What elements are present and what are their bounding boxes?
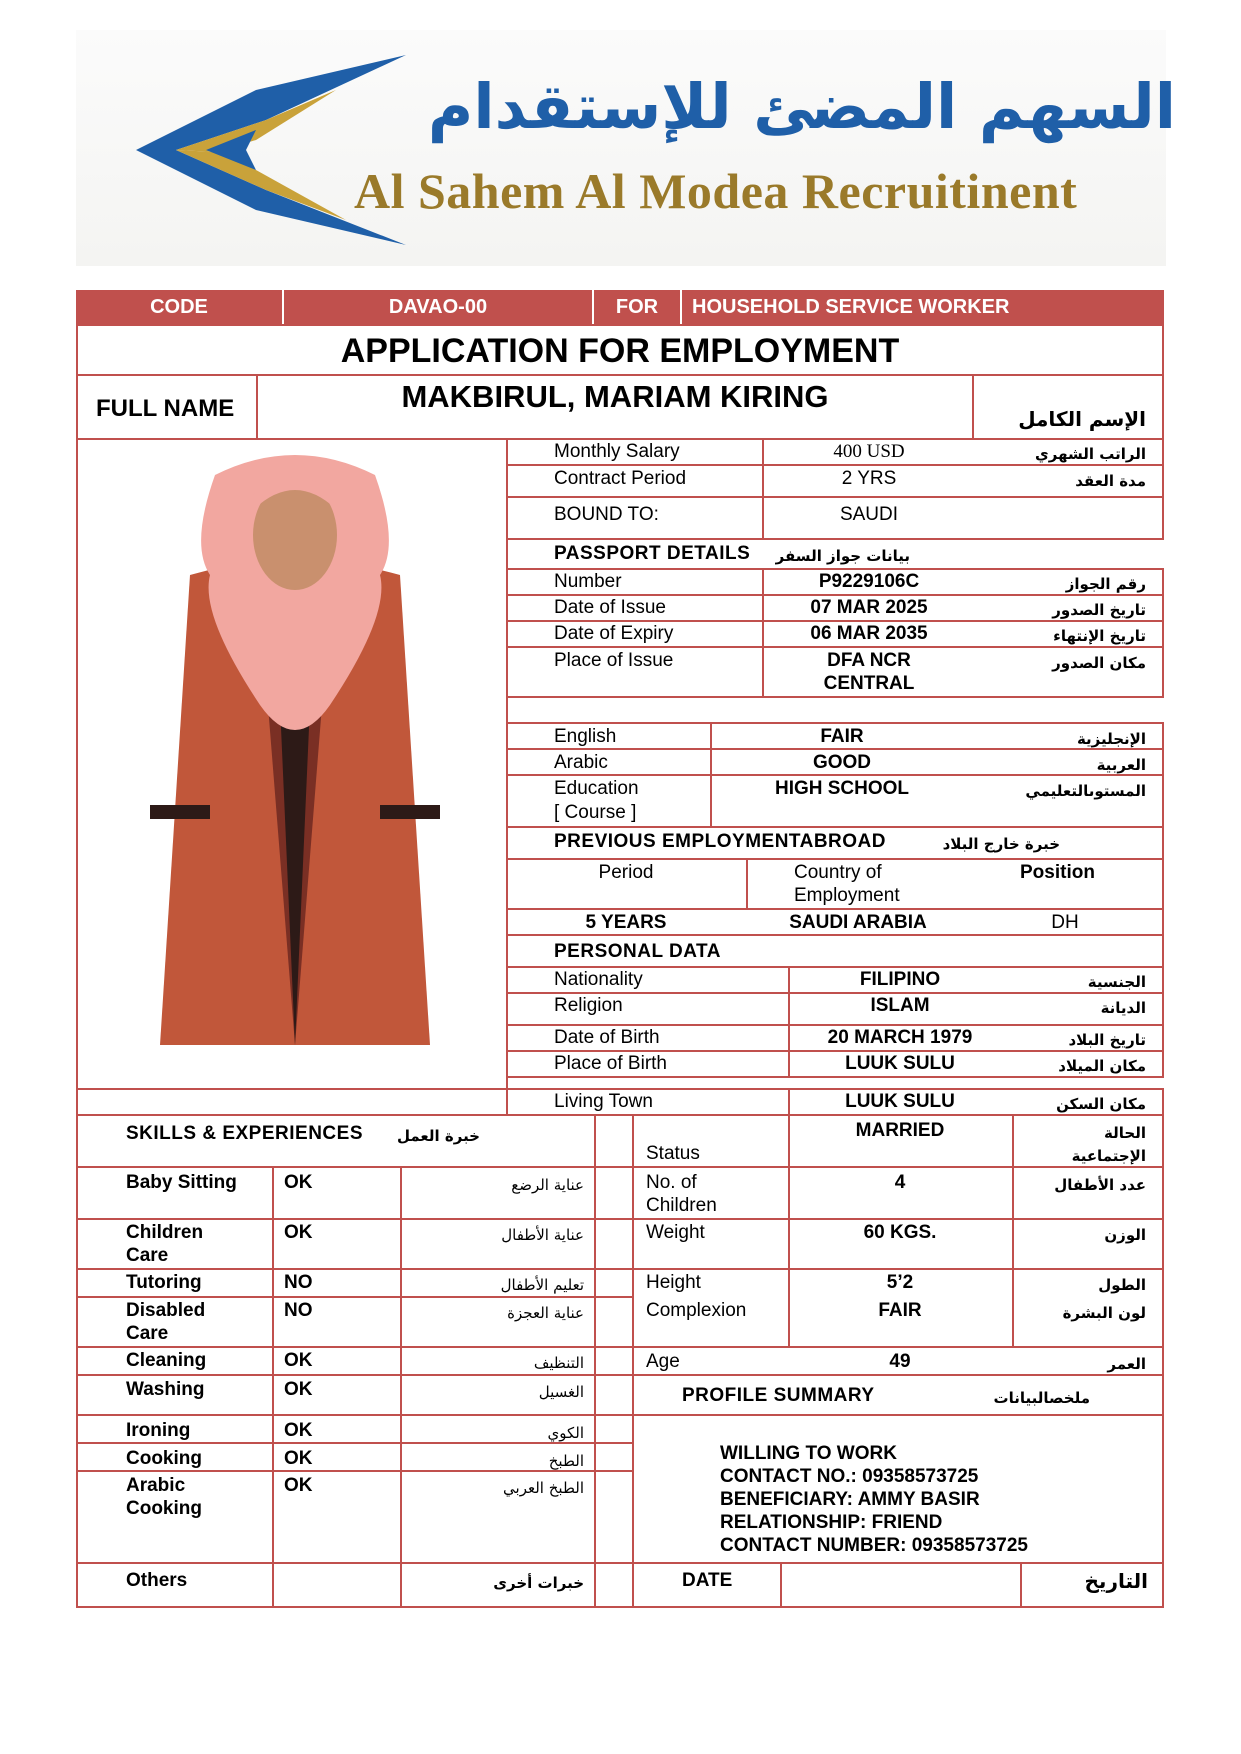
page-title: APPLICATION FOR EMPLOYMENT <box>340 332 900 370</box>
weight-label: Weight <box>646 1222 705 1243</box>
monthly-salary-label-ar: الراتب الشهري <box>1035 445 1146 463</box>
nationality-value: FILIPINO <box>859 969 941 990</box>
skill-value: OK <box>284 1475 313 1496</box>
skill-name-ar: عناية الأطفال <box>501 1226 584 1244</box>
skill-name-ar: عناية العجزة <box>507 1304 584 1322</box>
for-value: HOUSEHOLD SERVICE WORKER <box>692 296 1010 318</box>
passport-number-label-ar: رقم الجواز <box>1065 575 1146 593</box>
education-value: HIGH SCHOOL <box>774 778 910 799</box>
contract-period-label-ar: مدة العقد <box>1075 472 1146 490</box>
date-of-issue-value: 07 MAR 2025 <box>810 597 928 618</box>
religion-label: Religion <box>554 995 623 1016</box>
passport-heading: PASSPORT DETAILS <box>554 543 751 564</box>
date-of-birth-label-ar: تاريخ البلاد <box>1068 1031 1146 1049</box>
others-label-ar: خبرات أخرى <box>493 1574 584 1592</box>
skill-value: OK <box>284 1350 313 1371</box>
skill-name: Washing <box>126 1379 205 1400</box>
for-label: FOR <box>615 296 659 318</box>
contract-period-label: Contract Period <box>554 468 687 489</box>
place-of-issue-value-line1: DFA NCR <box>827 650 911 671</box>
skill-name-ar: الكوي <box>547 1424 584 1442</box>
skill-name: Arabic <box>126 1475 186 1496</box>
skill-name: Baby Sitting <box>126 1172 237 1193</box>
previous-employment-heading: PREVIOUS EMPLOYMENTABROAD <box>554 831 887 852</box>
age-value: 49 <box>889 1351 911 1372</box>
height-label: Height <box>646 1272 701 1293</box>
full-name-label: FULL NAME <box>96 395 235 422</box>
prev-position-value: DH <box>1051 912 1079 933</box>
complexion-label-ar: لون البشرة <box>1062 1304 1146 1322</box>
children-label-line1: No. of <box>646 1172 697 1193</box>
skill-value: NO <box>284 1272 313 1293</box>
english-label-ar: الإنجليزية <box>1076 730 1146 748</box>
living-town-value: LUUK SULU <box>845 1091 955 1112</box>
prev-col-country-line1: Country of <box>794 862 882 883</box>
date-of-expiry-value: 06 MAR 2035 <box>810 623 928 644</box>
complexion-value: FAIR <box>878 1300 922 1321</box>
contract-period-value: 2 YRS <box>841 468 897 489</box>
skill-name: Disabled <box>126 1300 206 1321</box>
bound-to-value: SAUDI <box>839 504 899 525</box>
complexion-label: Complexion <box>646 1300 747 1321</box>
profile-line-relationship: RELATIONSHIP: FRIEND <box>720 1512 943 1533</box>
status-label: Status <box>646 1143 700 1164</box>
skill-value: OK <box>284 1172 313 1193</box>
status-label-ar-line2: الإجتماعية <box>1071 1147 1146 1165</box>
applicant-photo <box>150 455 440 1045</box>
previous-employment-heading-ar: خبرة خارج البلاد <box>942 835 1060 853</box>
place-of-birth-label-ar: مكان الميلاد <box>1058 1057 1146 1075</box>
english-value: FAIR <box>820 726 864 747</box>
date-label-ar: التاريخ <box>1084 1569 1148 1593</box>
prev-col-position: Position <box>1020 862 1095 883</box>
religion-label-ar: الديانة <box>1100 999 1146 1017</box>
logo-arabic-name: السهم المضئ للإستقدام <box>427 70 1176 143</box>
profile-summary-heading: PROFILE SUMMARY <box>682 1385 875 1406</box>
skill-name-line2: Cooking <box>126 1498 202 1519</box>
profile-line-willing: WILLING TO WORK <box>720 1443 897 1464</box>
skills-heading-ar: خبرة العمل <box>396 1127 480 1145</box>
profile-line-beneficiary: BENEFICIARY: AMMY BASIR <box>720 1489 980 1510</box>
monthly-salary-value: 400 USD <box>833 441 905 462</box>
bound-to-label: BOUND TO: <box>554 504 659 525</box>
religion-value: ISLAM <box>870 995 930 1016</box>
education-label-ar: المستوىالتعليمي <box>1025 782 1146 800</box>
passport-number-label: Number <box>554 571 622 592</box>
arabic-label-ar: العربية <box>1096 756 1146 774</box>
skill-value: OK <box>284 1379 313 1400</box>
skill-name: Children <box>126 1222 204 1243</box>
skills-heading: SKILLS & EXPERIENCES <box>126 1123 363 1144</box>
skill-name-ar: الطبخ العربي <box>503 1479 584 1497</box>
arabic-label: Arabic <box>554 752 608 773</box>
date-of-expiry-label: Date of Expiry <box>554 623 674 644</box>
full-name-value: MAKBIRUL, MARIAM KIRING <box>401 379 829 414</box>
personal-data-heading: PERSONAL DATA <box>554 941 721 962</box>
children-label-ar: عدد الأطفال <box>1054 1176 1146 1194</box>
weight-value: 60 KGS. <box>863 1222 937 1243</box>
living-town-label: Living Town <box>554 1091 653 1112</box>
skill-name-ar: الغسيل <box>538 1383 584 1401</box>
prev-country-value: SAUDI ARABIA <box>789 912 927 933</box>
education-label-line2: [ Course ] <box>554 802 637 823</box>
date-label: DATE <box>682 1570 733 1591</box>
children-label-line2: Children <box>646 1195 717 1216</box>
skill-value: OK <box>284 1448 313 1469</box>
skill-name-ar: الطبخ <box>548 1452 584 1470</box>
date-of-birth-value: 20 MARCH 1979 <box>827 1027 973 1048</box>
nationality-label: Nationality <box>554 969 643 990</box>
prev-period-value: 5 YEARS <box>585 912 667 933</box>
skill-name: Cooking <box>126 1448 202 1469</box>
weight-label-ar: الوزن <box>1104 1226 1146 1244</box>
profile-summary-heading-ar: ملخصالبيانات <box>993 1389 1090 1407</box>
place-of-issue-label: Place of Issue <box>554 650 674 671</box>
prev-col-country-line2: Employment <box>794 885 900 906</box>
status-label-ar-line1: الحالة <box>1104 1124 1146 1142</box>
date-of-issue-label: Date of Issue <box>554 597 666 618</box>
place-of-birth-label: Place of Birth <box>554 1053 667 1074</box>
skill-value: OK <box>284 1222 313 1243</box>
place-of-issue-value-line2: CENTRAL <box>823 673 915 694</box>
full-name-label-ar: الإسم الكامل <box>1018 407 1146 431</box>
age-label: Age <box>646 1351 680 1372</box>
company-logo-banner <box>76 30 1176 266</box>
place-of-birth-value: LUUK SULU <box>845 1053 955 1074</box>
skill-value: OK <box>284 1420 313 1441</box>
skill-name-ar: التنظيف <box>533 1354 584 1372</box>
place-of-issue-label-ar: مكان الصدور <box>1052 654 1146 672</box>
profile-line-contact: CONTACT NO.: 09358573725 <box>720 1466 979 1487</box>
height-value: 5’2 <box>886 1272 914 1293</box>
passport-heading-ar: بيانات جواز السفر <box>775 547 910 565</box>
english-label: English <box>554 726 617 747</box>
skill-value: NO <box>284 1300 313 1321</box>
skill-name: Cleaning <box>126 1350 207 1371</box>
education-label-line1: Education <box>554 778 639 799</box>
children-value: 4 <box>894 1172 906 1193</box>
status-value: MARRIED <box>855 1120 945 1141</box>
date-of-expiry-label-ar: تاريخ الإنتهاء <box>1053 627 1146 645</box>
monthly-salary-label: Monthly Salary <box>554 441 680 462</box>
logo-english-name: Al Sahem Al Modea Recruitinent <box>354 163 1078 219</box>
living-town-label-ar: مكان السكن <box>1056 1095 1146 1113</box>
others-label: Others <box>126 1570 188 1591</box>
skill-name-ar: تعليم الأطفال <box>500 1276 584 1294</box>
date-of-birth-label: Date of Birth <box>554 1027 660 1048</box>
passport-number-value: P9229106C <box>818 571 920 592</box>
skill-name: Tutoring <box>126 1272 202 1293</box>
profile-line-contact-number: CONTACT NUMBER: 09358573725 <box>720 1535 1028 1556</box>
skill-name-line2: Care <box>126 1245 169 1266</box>
date-of-issue-label-ar: تاريخ الصدور <box>1052 601 1146 619</box>
arabic-value: GOOD <box>812 752 872 773</box>
age-label-ar: العمر <box>1107 1355 1146 1373</box>
skill-name: Ironing <box>126 1420 191 1441</box>
skill-name-line2: Care <box>126 1323 169 1344</box>
skill-name-ar: عناية الرضع <box>511 1176 584 1194</box>
nationality-label-ar: الجنسية <box>1087 973 1146 991</box>
code-label: CODE <box>150 296 208 318</box>
height-label-ar: الطول <box>1098 1276 1146 1294</box>
prev-col-period: Period <box>598 862 654 883</box>
code-value: DAVAO-00 <box>388 296 488 318</box>
